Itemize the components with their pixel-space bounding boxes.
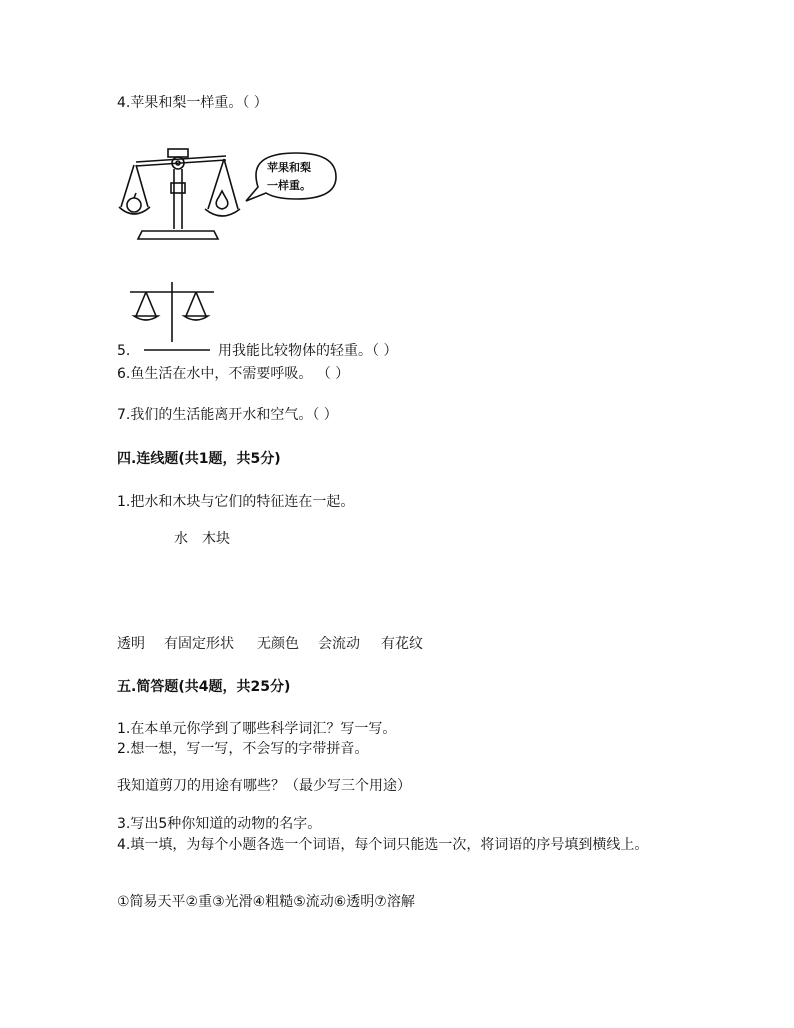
match-item-wood: 木块	[202, 531, 230, 547]
short-answer-q2-sub: 我知道剪刀的用途有哪些？（最少写三个用途）	[117, 778, 411, 794]
bubble-line-1: 苹果和梨	[267, 161, 311, 174]
simple-balance-icon	[128, 282, 218, 354]
match-feature-3: 无颜色	[257, 636, 299, 652]
short-answer-q4: 4.填一填，为每个小题各选一个词语，每个词只能选一次，将词语的序号填到横线上。	[117, 837, 649, 853]
short-answer-q3: 3.写出5种你知道的动物的名字。	[117, 816, 322, 832]
question-4-5-number: 5.	[117, 343, 131, 359]
bubble-line-2: 一样重。	[267, 179, 311, 192]
short-answer-q1: 1.在本单元你学到了哪些科学词汇？写一写。	[117, 721, 397, 737]
matching-question: 1.把水和木块与它们的特征连在一起。	[117, 494, 355, 510]
match-item-water: 水	[174, 531, 188, 547]
match-feature-1: 透明	[117, 636, 145, 652]
question-4-3: 4.苹果和梨一样重。（ ）	[117, 95, 268, 111]
question-4-6: 6.鱼生活在水中，不需要呼吸。 （ ）	[117, 366, 350, 382]
section-4-title: 四.连线题(共1题，共5分)	[117, 451, 281, 467]
section-5-title: 五.简答题(共4题，共25分)	[117, 679, 291, 695]
match-feature-4: 会流动	[318, 636, 360, 652]
question-4-7: 7.我们的生活能离开水和空气。（ ）	[117, 407, 338, 423]
short-answer-q2: 2.想一想，写一写，不会写的字带拼音。	[117, 741, 369, 757]
match-feature-2: 有固定形状	[164, 636, 234, 652]
balance-scale-illustration	[116, 135, 341, 247]
word-options: ①简易天平②重③光滑④粗糙⑤流动⑥透明⑦溶解	[117, 894, 415, 910]
question-4-5-text: 用我能比较物体的轻重。（ ）	[218, 343, 398, 359]
match-feature-5: 有花纹	[381, 636, 423, 652]
